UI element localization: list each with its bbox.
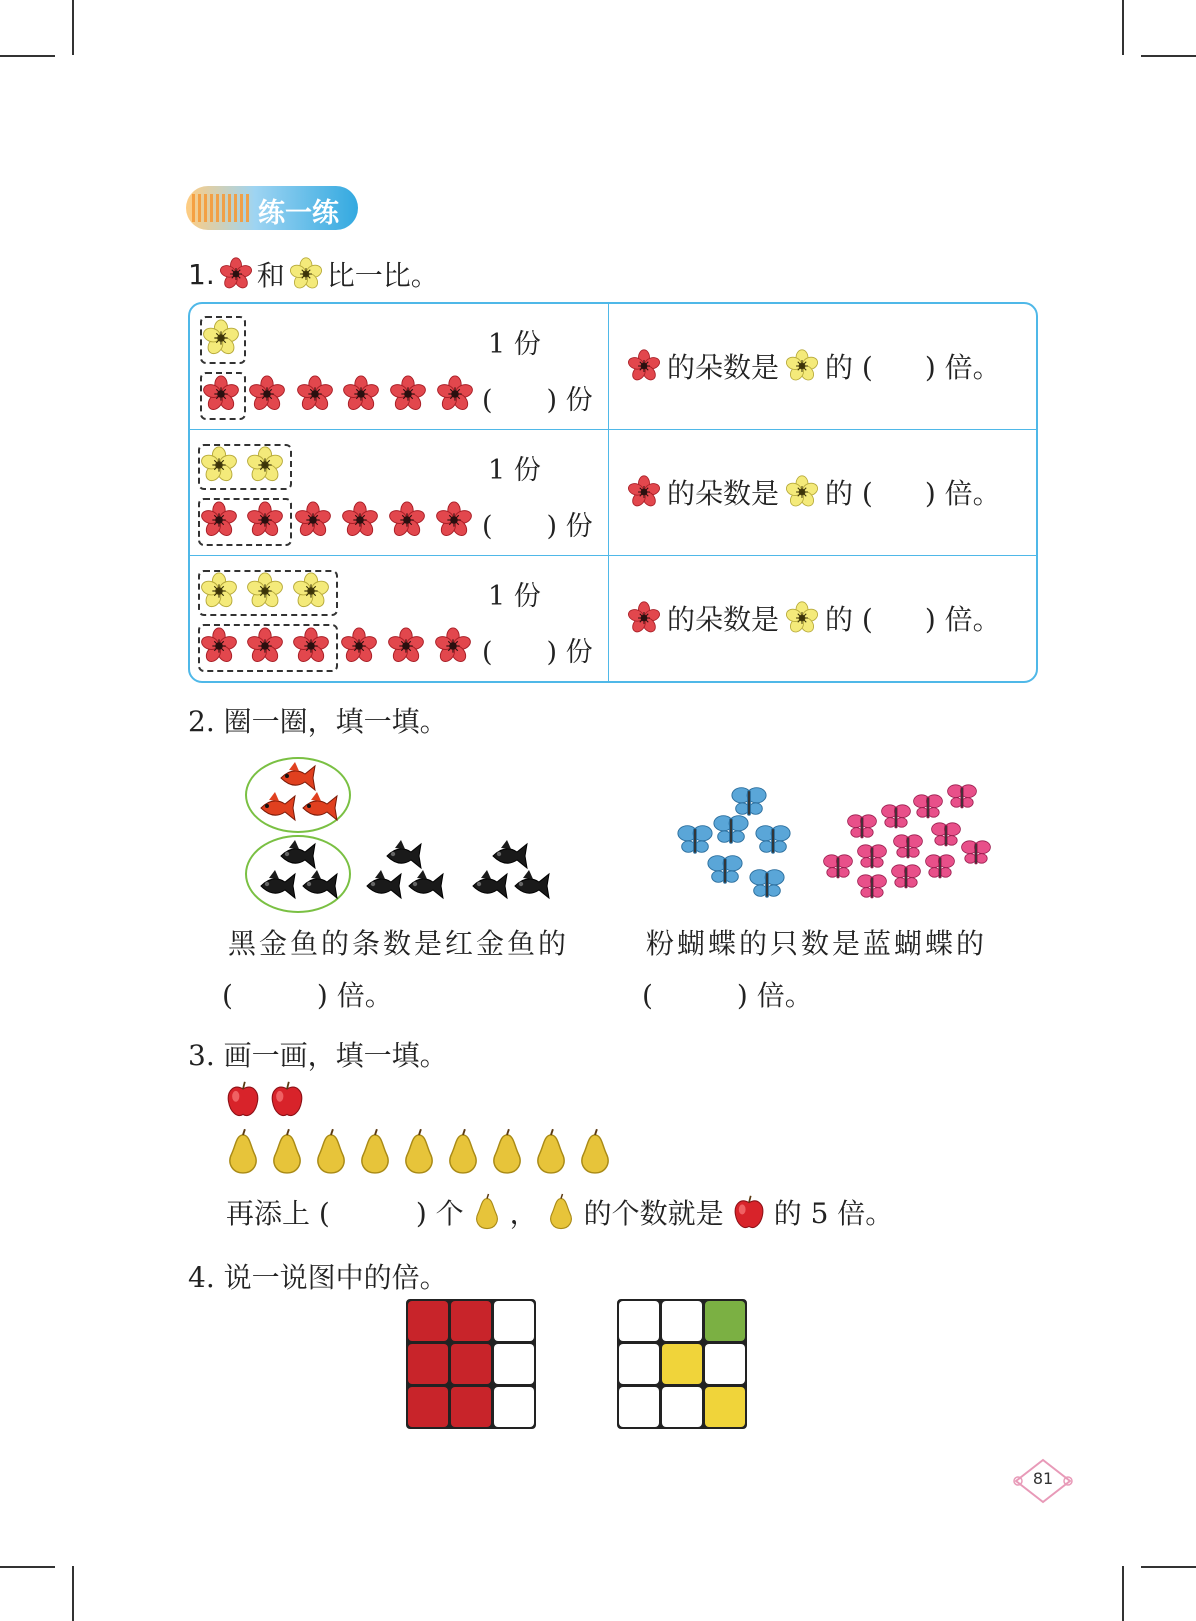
- q3-s3: ，: [509, 1197, 538, 1230]
- black-goldfish-icon: [466, 868, 510, 902]
- sentence-part-a: 的朵数是: [667, 603, 780, 636]
- pear-icon: [312, 1128, 350, 1176]
- page-number: 81: [1032, 1469, 1054, 1488]
- colored-grid-1: [406, 1299, 536, 1429]
- black-goldfish-icon: [508, 868, 552, 902]
- grid-cell: [451, 1387, 491, 1427]
- sentence-part-c: ) 倍。: [924, 351, 1001, 384]
- grid-cell: [451, 1344, 491, 1384]
- bottom-label: ( ) 份: [482, 637, 593, 668]
- q2-right-line1: 粉蝴蝶的只数是蓝蝴蝶的: [646, 927, 988, 960]
- q2-left-line2[interactable]: ( ) 倍。: [222, 979, 393, 1012]
- grid-cell: [662, 1301, 702, 1341]
- pink-butterfly-icon: [822, 852, 854, 880]
- q1-table: [188, 302, 1038, 683]
- q1-row: [190, 304, 1036, 430]
- sentence-part-a: 的朵数是: [667, 477, 780, 510]
- apple-icon: [268, 1080, 306, 1118]
- apple-icon: [224, 1080, 262, 1118]
- pink-butterfly-icon: [856, 872, 888, 900]
- q3-s2: ) 个: [415, 1197, 464, 1230]
- pink-butterfly-icon: [930, 820, 962, 848]
- bottom-label: ( ) 份: [482, 385, 593, 416]
- pink-butterfly-icon: [960, 838, 992, 866]
- q4-heading: 4. 说一说图中的倍。: [188, 1261, 448, 1294]
- red-flower-icon: [434, 627, 472, 665]
- grid-cell: [619, 1301, 659, 1341]
- pear-icon: [400, 1128, 438, 1176]
- yellow-flower-icon: [785, 601, 819, 635]
- yellow-flower-icon: [246, 572, 284, 610]
- pear-icon: [472, 1192, 502, 1232]
- grid-cell: [408, 1301, 448, 1341]
- q1-heading: [188, 254, 439, 294]
- blue-butterfly-icon: [712, 812, 750, 846]
- red-flower-icon: [246, 627, 284, 665]
- red-flower-icon: [219, 257, 253, 291]
- red-flower-icon: [248, 375, 286, 413]
- red-flower-icon: [627, 349, 661, 383]
- red-flower-icon: [202, 375, 240, 413]
- q3-s1: 再添上 (: [226, 1197, 330, 1230]
- pink-butterfly-icon: [912, 792, 944, 820]
- red-flower-icon: [246, 501, 284, 539]
- grid-cell: [662, 1387, 702, 1427]
- q2-left-line1: 黑金鱼的条数是红金鱼的: [228, 927, 570, 960]
- red-flower-icon: [435, 501, 473, 539]
- sentence-part-b: 的 (: [825, 477, 873, 510]
- grid-cell: [619, 1344, 659, 1384]
- yellow-flower-icon: [292, 572, 330, 610]
- sentence-part-b: 的 (: [825, 603, 873, 636]
- red-flower-icon: [627, 475, 661, 509]
- yellow-flower-icon: [246, 446, 284, 484]
- top-label: 1 份: [488, 329, 541, 360]
- q1-row2-figure: [190, 430, 609, 556]
- q1-row3-figure: [190, 556, 609, 681]
- grid-cell: [662, 1344, 702, 1384]
- sentence-part-a: 的朵数是: [667, 351, 780, 384]
- q3-s5: 的 5 倍。: [773, 1197, 894, 1230]
- sentence-part-c: ) 倍。: [924, 603, 1001, 636]
- yellow-flower-icon: [202, 319, 240, 357]
- yellow-flower-icon: [200, 572, 238, 610]
- pink-butterfly-icon: [880, 802, 912, 830]
- q3-sentence: [226, 1192, 893, 1232]
- red-flower-icon: [341, 501, 379, 539]
- red-flower-icon: [200, 627, 238, 665]
- pear-icon: [532, 1128, 570, 1176]
- section-badge: [186, 186, 358, 230]
- pear-icon: [546, 1192, 576, 1232]
- yellow-flower-icon: [785, 349, 819, 383]
- bottom-label: ( ) 份: [482, 511, 593, 542]
- pear-icon: [268, 1128, 306, 1176]
- colored-grid-2: [617, 1299, 747, 1429]
- q1-row: [190, 430, 1036, 556]
- top-label: 1 份: [488, 581, 541, 612]
- grid-cell: [619, 1387, 659, 1427]
- q1-number: 1.: [188, 257, 215, 291]
- red-flower-icon: [342, 375, 380, 413]
- grid-cell: [705, 1344, 745, 1384]
- q1-row: [190, 556, 1036, 681]
- red-flower-icon: [200, 501, 238, 539]
- blue-butterfly-icon: [676, 822, 714, 856]
- red-goldfish-icon: [274, 760, 318, 794]
- grid-cell: [494, 1344, 534, 1384]
- blue-butterfly-icon: [706, 852, 744, 886]
- yellow-flower-icon: [289, 257, 323, 291]
- yellow-flower-icon: [200, 446, 238, 484]
- pink-butterfly-icon: [924, 852, 956, 880]
- blue-butterfly-icon: [754, 822, 792, 856]
- q3-s4: 的个数就是: [583, 1197, 724, 1230]
- pear-icon: [356, 1128, 394, 1176]
- q1-tail: 比一比。: [326, 259, 439, 292]
- pink-butterfly-icon: [890, 862, 922, 890]
- top-label: 1 份: [488, 455, 541, 486]
- black-goldfish-icon: [486, 838, 530, 872]
- q1-row1-sentence: [609, 304, 1036, 430]
- red-flower-icon: [296, 375, 334, 413]
- abacus-icon: [192, 194, 250, 222]
- pear-icon: [224, 1128, 262, 1176]
- red-goldfish-icon: [296, 790, 340, 824]
- sentence-part-b: 的 (: [825, 351, 873, 384]
- blue-butterfly-icon: [748, 866, 786, 900]
- pink-butterfly-icon: [946, 782, 978, 810]
- red-flower-icon: [389, 375, 427, 413]
- q2-right-line2[interactable]: ( ) 倍。: [642, 979, 813, 1012]
- black-goldfish-icon: [402, 868, 446, 902]
- q3-heading: 3. 画一画，填一填。: [188, 1039, 448, 1072]
- section-title: 练一练: [258, 198, 339, 229]
- q1-mid: 和: [256, 259, 285, 292]
- black-goldfish-icon: [296, 868, 340, 902]
- pear-icon: [576, 1128, 614, 1176]
- red-flower-icon: [292, 627, 330, 665]
- red-flower-icon: [340, 627, 378, 665]
- black-goldfish-icon: [360, 868, 404, 902]
- yellow-flower-icon: [785, 475, 819, 509]
- q1-row1-figure: [190, 304, 609, 430]
- grid-cell: [408, 1387, 448, 1427]
- red-flower-icon: [294, 501, 332, 539]
- grid-cell: [408, 1344, 448, 1384]
- red-goldfish-icon: [254, 790, 298, 824]
- black-goldfish-icon: [274, 838, 318, 872]
- apple-icon: [732, 1194, 766, 1230]
- q1-row2-sentence: [609, 430, 1036, 556]
- q2-heading: 2. 圈一圈，填一填。: [188, 705, 448, 738]
- pink-butterfly-icon: [846, 812, 878, 840]
- pink-butterfly-icon: [892, 832, 924, 860]
- grid-cell: [705, 1387, 745, 1427]
- grid-cell: [451, 1301, 491, 1341]
- red-flower-icon: [627, 601, 661, 635]
- black-goldfish-icon: [254, 868, 298, 902]
- sentence-part-c: ) 倍。: [924, 477, 1001, 510]
- grid-cell: [494, 1301, 534, 1341]
- pear-icon: [488, 1128, 526, 1176]
- red-flower-icon: [387, 627, 425, 665]
- red-flower-icon: [388, 501, 426, 539]
- pear-icon: [444, 1128, 482, 1176]
- pink-butterfly-icon: [856, 842, 888, 870]
- black-goldfish-icon: [380, 838, 424, 872]
- q1-row3-sentence: [609, 556, 1036, 681]
- grid-cell: [705, 1301, 745, 1341]
- red-flower-icon: [436, 375, 474, 413]
- grid-cell: [494, 1387, 534, 1427]
